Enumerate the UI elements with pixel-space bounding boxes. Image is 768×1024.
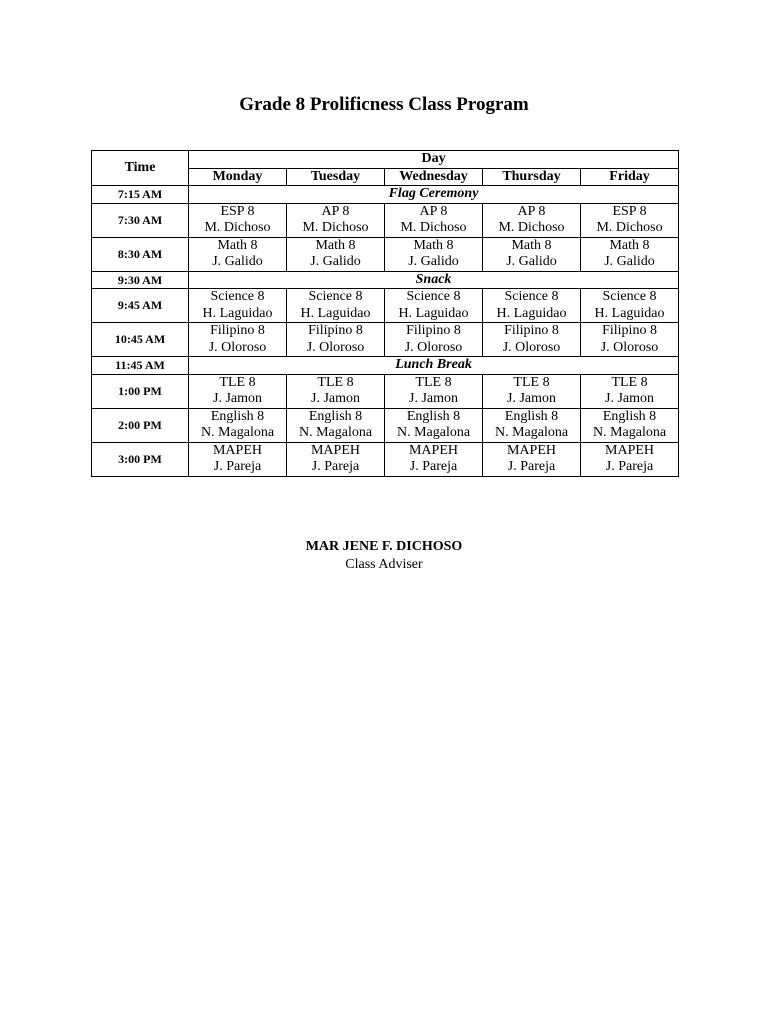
teacher-label: J. Oloroso [404, 339, 463, 355]
class-cell [581, 408, 679, 442]
day-header-friday: Friday [581, 168, 679, 186]
class-cell [581, 237, 679, 271]
class-cell [581, 289, 679, 323]
teacher-label: J. Oloroso [502, 339, 561, 355]
day-header-tuesday: Tuesday [287, 168, 385, 186]
class-cell [189, 323, 287, 357]
day-header-monday: Monday [189, 168, 287, 186]
event-cell: Flag Ceremony [189, 186, 679, 204]
subject-label: Filipino 8 [210, 323, 265, 338]
subject-label: TLE 8 [415, 374, 452, 390]
class-schedule-table [91, 150, 679, 477]
teacher-label: J. Oloroso [600, 339, 659, 355]
teacher-label: H. Laguidao [594, 305, 665, 321]
class-cell [581, 442, 679, 476]
teacher-label: N. Magalona [200, 425, 275, 440]
teacher-label: H. Laguidao [300, 305, 371, 321]
class-cell [189, 442, 287, 476]
day-header-wednesday: Wednesday [385, 168, 483, 186]
class-cell [385, 237, 483, 271]
subject-label: TLE 8 [219, 374, 256, 390]
class-cell [287, 237, 385, 271]
time-cell: 10:45 AM [92, 323, 189, 357]
teacher-label: J. Oloroso [306, 339, 365, 355]
teacher-label: J. Jamon [409, 391, 458, 406]
teacher-label: J. Pareja [311, 459, 360, 474]
subject-label: ESP 8 [612, 203, 647, 219]
page-title: Grade 8 Prolificness Class Program [239, 94, 529, 115]
class-cell [581, 203, 679, 237]
class-cell [189, 203, 287, 237]
subject-label: Math 8 [609, 237, 650, 253]
subject-label: Math 8 [315, 237, 356, 253]
subject-label: Filipino 8 [308, 323, 363, 338]
teacher-label: H. Laguidao [398, 305, 469, 321]
schedule-row [92, 237, 679, 271]
schedule-row [92, 323, 679, 357]
subject-label: AP 8 [517, 203, 546, 219]
class-cell [287, 408, 385, 442]
teacher-label: H. Laguidao [202, 305, 273, 321]
subject-label: English 8 [504, 408, 559, 424]
class-cell [189, 237, 287, 271]
class-cell [385, 203, 483, 237]
subject-label: Science 8 [308, 289, 363, 304]
teacher-label: N. Magalona [592, 425, 667, 440]
teacher-label: J. Pareja [605, 459, 654, 474]
teacher-label: J. Jamon [213, 391, 262, 406]
class-cell [189, 408, 287, 442]
teacher-label: J. Jamon [311, 391, 360, 406]
subject-label: Science 8 [210, 289, 265, 304]
class-cell [287, 442, 385, 476]
teacher-label: N. Magalona [298, 425, 373, 440]
teacher-label: M. Dichoso [498, 220, 565, 235]
subject-label: MAPEH [506, 442, 556, 458]
time-cell: 9:45 AM [92, 289, 189, 323]
adviser-name: MAR JENE F. DICHOSO [305, 539, 463, 554]
subject-label: TLE 8 [611, 374, 648, 390]
class-cell [287, 289, 385, 323]
adviser-role: Class Adviser [345, 557, 423, 572]
subject-label: TLE 8 [317, 374, 354, 390]
teacher-label: J. Oloroso [208, 339, 267, 355]
subject-label: MAPEH [605, 442, 655, 458]
schedule-event-row [92, 186, 679, 204]
teacher-label: N. Magalona [494, 425, 569, 440]
teacher-label: J. Pareja [213, 459, 262, 474]
subject-label: Math 8 [413, 237, 454, 253]
subject-label: MAPEH [408, 442, 458, 458]
teacher-label: J. Galido [506, 254, 557, 269]
teacher-label: M. Dichoso [596, 220, 663, 235]
subject-label: AP 8 [419, 203, 448, 219]
day-group-header: Day [189, 151, 679, 169]
class-cell [483, 374, 581, 408]
day-header-thursday: Thursday [483, 168, 581, 186]
class-cell [483, 442, 581, 476]
teacher-label: J. Galido [408, 254, 459, 269]
subject-label: English 8 [308, 408, 363, 424]
class-cell [189, 374, 287, 408]
schedule-row [92, 289, 679, 323]
teacher-label: J. Galido [310, 254, 361, 269]
class-cell [483, 408, 581, 442]
subject-label: English 8 [210, 408, 265, 424]
schedule-row [92, 203, 679, 237]
subject-label: Filipino 8 [504, 323, 559, 338]
teacher-label: H. Laguidao [496, 305, 567, 321]
class-cell [385, 289, 483, 323]
schedule-row [92, 374, 679, 408]
schedule-row [92, 442, 679, 476]
class-cell [483, 203, 581, 237]
teacher-label: M. Dichoso [302, 220, 369, 235]
class-cell [385, 323, 483, 357]
subject-label: English 8 [602, 408, 657, 424]
schedule-body [92, 186, 679, 477]
teacher-label: M. Dichoso [204, 220, 271, 235]
signature-block [0, 538, 768, 574]
class-cell [385, 374, 483, 408]
class-cell [581, 323, 679, 357]
subject-label: MAPEH [310, 442, 360, 458]
teacher-label: M. Dichoso [400, 220, 467, 235]
subject-label: TLE 8 [513, 374, 550, 390]
teacher-label: J. Pareja [409, 459, 458, 474]
time-cell: 7:30 AM [92, 203, 189, 237]
time-cell: 8:30 AM [92, 237, 189, 271]
subject-label: Science 8 [406, 289, 461, 304]
event-cell: Snack [189, 271, 679, 289]
teacher-label: J. Jamon [605, 391, 655, 406]
teacher-label: J. Galido [604, 254, 655, 269]
teacher-label: J. Galido [212, 254, 263, 269]
subject-label: ESP 8 [220, 203, 255, 219]
subject-label: MAPEH [212, 442, 262, 458]
class-cell [483, 323, 581, 357]
time-cell: 2:00 PM [92, 408, 189, 442]
class-cell [287, 323, 385, 357]
class-cell [385, 442, 483, 476]
subject-label: English 8 [406, 408, 461, 424]
event-cell: Lunch Break [189, 357, 679, 375]
time-cell: 11:45 AM [92, 357, 189, 375]
class-cell [287, 203, 385, 237]
header-row-day [92, 151, 679, 169]
subject-label: AP 8 [321, 203, 350, 219]
schedule-header [92, 151, 679, 186]
subject-label: Filipino 8 [406, 323, 461, 338]
teacher-label: N. Magalona [396, 425, 471, 440]
class-cell [483, 237, 581, 271]
schedule-event-row [92, 357, 679, 375]
subject-label: Math 8 [511, 237, 552, 253]
subject-label: Math 8 [217, 237, 258, 253]
subject-label: Filipino 8 [602, 323, 657, 338]
subject-label: Science 8 [504, 289, 559, 304]
class-cell [189, 289, 287, 323]
time-cell: 1:00 PM [92, 374, 189, 408]
teacher-label: J. Pareja [507, 459, 556, 474]
schedule-row [92, 408, 679, 442]
schedule-event-row [92, 271, 679, 289]
time-cell: 3:00 PM [92, 442, 189, 476]
class-cell [483, 289, 581, 323]
class-cell [287, 374, 385, 408]
time-cell: 9:30 AM [92, 271, 189, 289]
time-column-header: Time [92, 151, 189, 186]
class-cell [581, 374, 679, 408]
class-cell [385, 408, 483, 442]
teacher-label: J. Jamon [507, 391, 556, 406]
subject-label: Science 8 [602, 289, 657, 304]
time-cell: 7:15 AM [92, 186, 189, 204]
